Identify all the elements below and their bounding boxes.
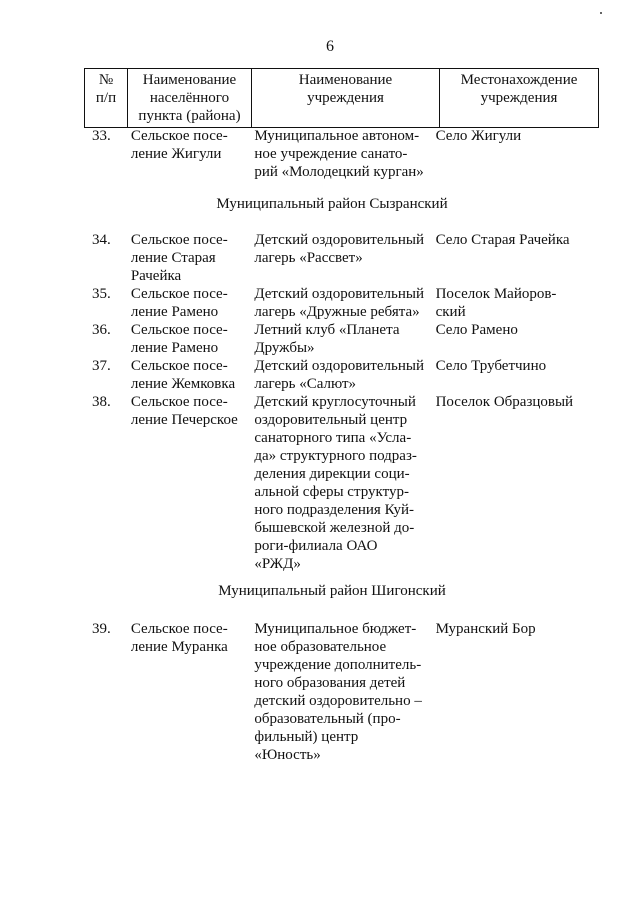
row-institution: Детский круглосуточный оздоровительный центр санаторного типа «Усла- да» структурного подраз- деления дирекции соци- альной сферы структур- ного подразделения Куй- бышевской железной до- роги-филиала ОАО «РЖД» — [254, 394, 417, 572]
table-row — [84, 357, 578, 393]
row-institution: Муниципальное автоном- ное учреждение санато- рий «Молодецкий курган» — [254, 128, 424, 180]
row-locality: Сельское посе- ление Жемковка — [130, 358, 236, 392]
table-row — [84, 231, 578, 285]
district-heading: Муниципальный район Сызранский — [216, 196, 448, 212]
rows-group-middle — [84, 231, 578, 573]
table-row — [84, 127, 578, 181]
row-institution: Детский оздоровительный лагерь «Рассвет» — [254, 232, 424, 266]
header-institution — [252, 69, 440, 128]
row-number: 39. — [92, 621, 111, 637]
row-institution: Муниципальное бюджет- ное образовательное учреждение дополнитель- ного образования детей детский оздоровительно – образовательный (про- фильный) центр «Юность» — [254, 621, 422, 763]
row-locality: Сельское посе- ление Муранка — [130, 621, 228, 655]
row-locality: Сельское посе- ление Рамено — [130, 286, 228, 320]
page-number: 6 — [326, 38, 334, 55]
row-number: 36. — [92, 322, 111, 338]
row-location: Муранский Бор — [435, 621, 536, 637]
scan-speck — [600, 12, 602, 14]
row-number: 38. — [92, 394, 111, 410]
row-location: Село Старая Рачейка — [435, 232, 570, 248]
row-institution: Детский оздоровительный лагерь «Салют» — [254, 358, 424, 392]
row-location: Поселок Майоров- ский — [435, 286, 557, 320]
row-institution: Летний клуб «Планета Дружбы» — [254, 322, 400, 356]
table-row — [84, 620, 578, 764]
row-number: 37. — [92, 358, 111, 374]
row-locality: Сельское посе- ление Печерское — [130, 394, 238, 428]
table-row — [84, 393, 578, 573]
row-location: Поселок Образцовый — [435, 394, 574, 410]
district-heading: Муниципальный район Шигонский — [218, 583, 446, 599]
header-location-label: Местонахождение учреждения — [460, 72, 578, 106]
row-locality: Сельское посе- ление Жигули — [130, 128, 228, 162]
rows-group-bottom — [84, 620, 578, 764]
row-locality: Сельское посе- ление Старая Рачейка — [130, 232, 228, 284]
table-row — [84, 285, 578, 321]
row-number: 34. — [92, 232, 111, 248]
row-institution: Детский оздоровительный лагерь «Дружные ребята» — [254, 286, 424, 320]
row-locality: Сельское посе- ление Рамено — [130, 322, 228, 356]
header-number-label: № п/п — [95, 72, 117, 106]
table-header — [84, 68, 599, 128]
header-locality-label: Наименование населённого пункта (района) — [138, 72, 241, 124]
row-number: 33. — [92, 128, 111, 144]
row-location: Село Трубетчино — [435, 358, 547, 374]
header-institution-label: Наименование учреждения — [298, 72, 393, 106]
table-row — [84, 321, 578, 357]
header-location — [440, 69, 599, 128]
row-location: Село Рамено — [435, 322, 518, 338]
row-location: Село Жигули — [435, 128, 522, 144]
header-locality — [128, 69, 252, 128]
header-number — [85, 69, 128, 128]
rows-group-top — [84, 127, 578, 181]
row-number: 35. — [92, 286, 111, 302]
